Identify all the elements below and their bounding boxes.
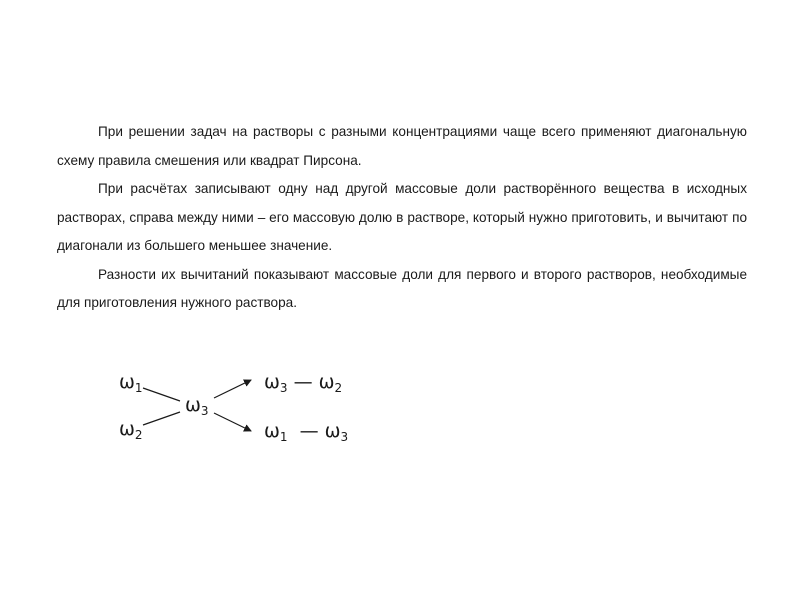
arrow-to-top-result	[214, 380, 251, 398]
paragraph-2: При расчётах записывают одну над другой массовые доли растворённого вещества в исходных растворах, справа между ними – его массовую долю в растворе, который нужно приготовить, и вычитают по диагонали из большего меньшее значение.	[57, 181, 747, 253]
line-omega1-to-omega3	[143, 388, 180, 401]
paragraph-1: При решении задач на растворы с разными концентрациями чаще всего применяют диагональную схему правила смешения или квадрат Пирсона.	[57, 124, 747, 168]
omega1-label: $\omega_1$	[119, 371, 143, 395]
omega3-label: $\omega_3$	[185, 394, 209, 418]
paragraph-3: Разности их вычитаний показывают массовые доли для первого и второго растворов, необходимые для приготовления нужного раствора.	[57, 266, 747, 310]
line-omega2-to-omega3	[143, 412, 180, 425]
result-bottom-expression: $\omega_1$ — $\omega_3$	[264, 420, 349, 444]
omega2-label: $\omega_2$	[119, 418, 143, 442]
result-top-expression: $\omega_3$ — $\omega_2$	[264, 371, 343, 395]
arrow-to-bottom-result	[214, 413, 251, 431]
